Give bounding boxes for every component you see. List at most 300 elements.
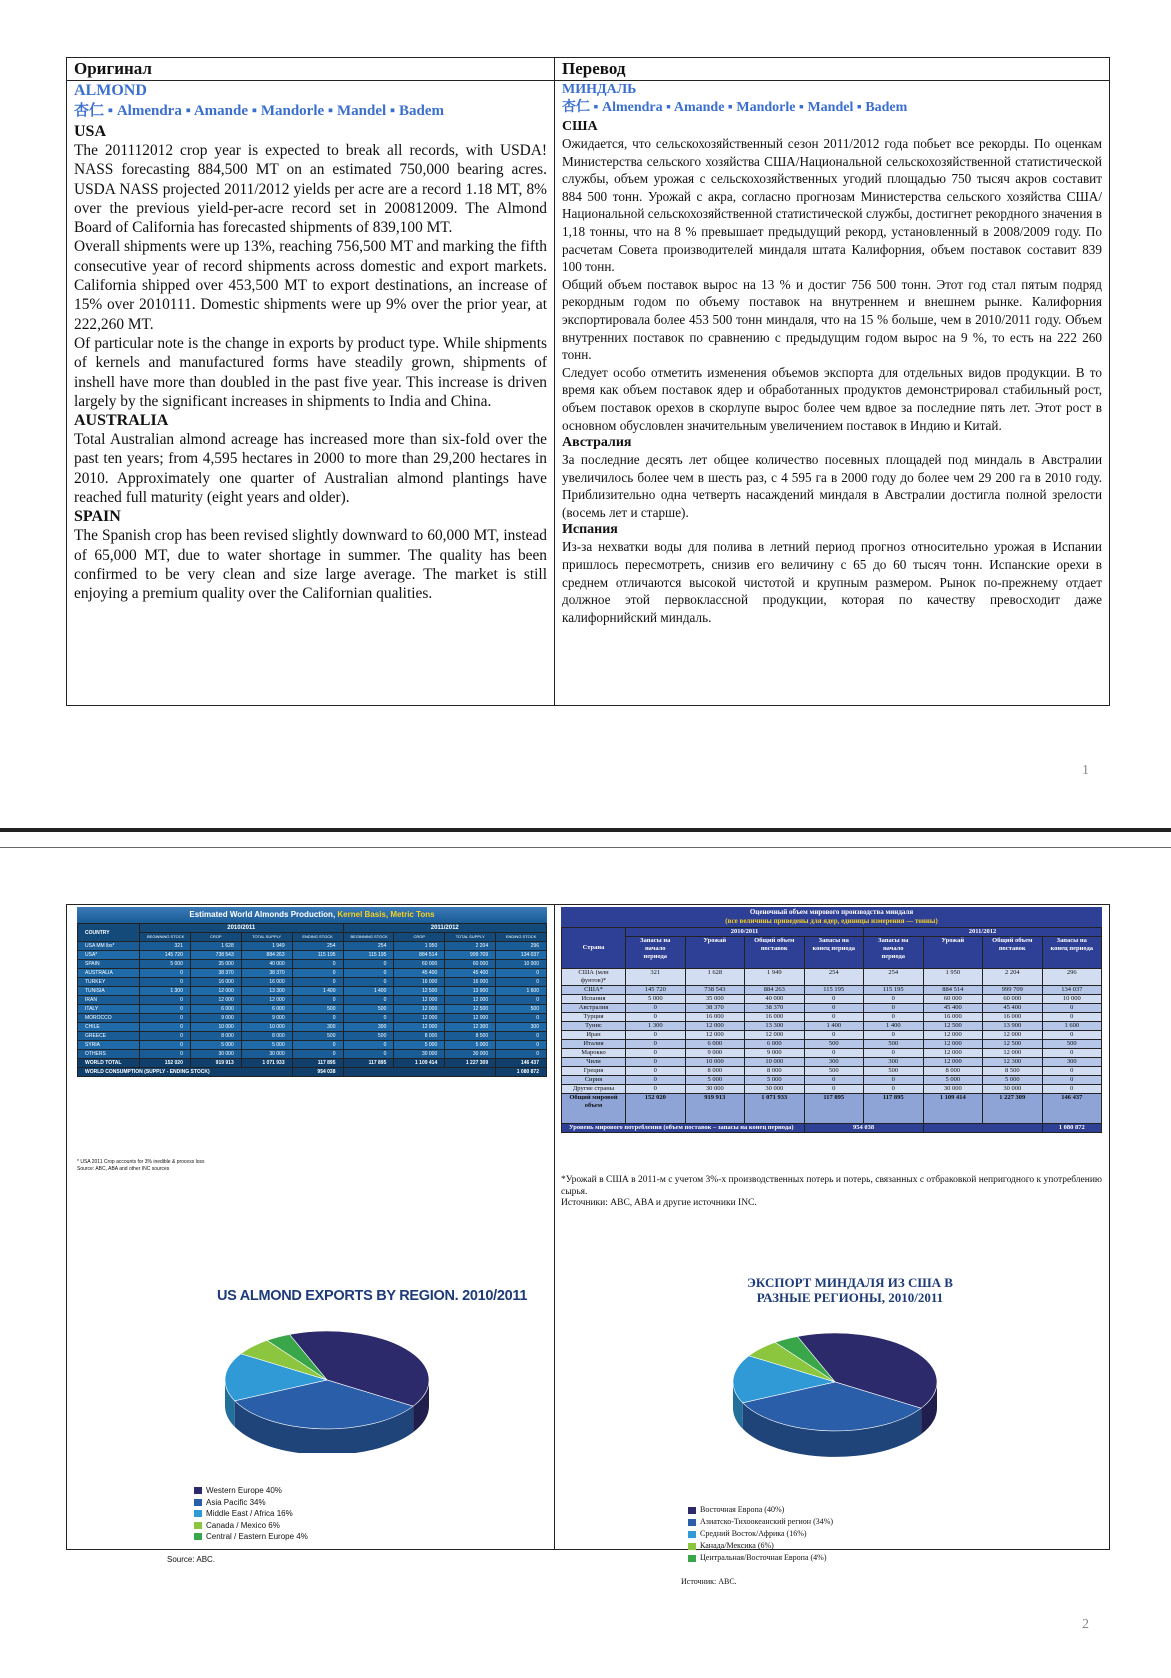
row-value: 152 020	[140, 1059, 191, 1068]
row-value: 0	[140, 1050, 191, 1059]
table-row	[562, 995, 1102, 1004]
en-table-footnotes	[77, 1159, 204, 1173]
row-value: 0	[1042, 1004, 1102, 1013]
translation-figures-cell	[555, 905, 1110, 1586]
row-value: 1 600	[496, 987, 547, 996]
row-country: CHILE	[78, 1023, 140, 1032]
row-value: 1 400	[804, 1022, 864, 1031]
row-value: 40 000	[241, 960, 292, 969]
row-value: 0	[1042, 1085, 1102, 1094]
en-consumption-1: 954 038	[292, 1068, 343, 1077]
legend-swatch	[194, 1522, 202, 1529]
en-australia-heading: AUSTRALIA	[74, 412, 169, 430]
row-value: 115 195	[343, 951, 394, 960]
row-value: 12 000	[394, 1005, 445, 1014]
row-value: 5 000	[140, 960, 191, 969]
row-value: 0	[1042, 1076, 1102, 1085]
table-row	[78, 1005, 547, 1014]
row-value: 16 000	[190, 978, 241, 987]
row-value: 296	[1042, 969, 1102, 986]
row-value: 145 720	[140, 951, 191, 960]
row-value: 9 000	[745, 1049, 805, 1058]
row-value: 0	[1042, 1067, 1102, 1076]
ru-spain-paragraph: Из-за нехватки воды для полива в летний период прогноз относительно урожая в Испании пришлось пересмотреть, снизив его величину с 65 до 60 тысяч тонн. Испанские орехи в среднем отличаются высокой чистотой и крупным размером. Рынок по-прежнему отдает должное этой первоклассной продукции, которая по качеству превосходит даже калифорнийский миндаль.	[562, 539, 1102, 625]
en-year-1: 2010/2011	[140, 924, 344, 933]
row-value: 1 950	[394, 942, 445, 951]
row-value: 0	[343, 978, 394, 987]
row-country: USA MM lbs*	[78, 942, 140, 951]
row-value: 10 000	[1042, 995, 1102, 1004]
row-value: 8 000	[241, 1032, 292, 1041]
row-value: 0	[626, 1013, 686, 1022]
row-value: 0	[140, 996, 191, 1005]
legend-label: Central / Eastern Europe 4%	[206, 1532, 308, 1541]
row-value: 2 204	[445, 942, 496, 951]
en-data-grid	[77, 923, 547, 1077]
row-value: 500	[1042, 1040, 1102, 1049]
row-value: 999 709	[983, 986, 1043, 995]
legend-item	[194, 1520, 308, 1532]
row-value: 0	[496, 969, 547, 978]
row-value: 16 000	[983, 1013, 1043, 1022]
header-original: Оригинал	[67, 58, 555, 81]
legend-item	[194, 1497, 308, 1509]
row-value: 35 000	[190, 960, 241, 969]
ru-year-1: 2010/2011	[626, 928, 864, 937]
row-value: 8 000	[745, 1067, 805, 1076]
row-value: 919 913	[685, 1094, 745, 1124]
table-row	[562, 969, 1102, 986]
ru-consumption-1: 954 038	[804, 1124, 923, 1133]
row-country: Испания	[562, 995, 626, 1004]
row-value: 0	[1042, 1013, 1102, 1022]
row-value: 134 037	[1042, 986, 1102, 995]
ru-usa-paragraph-3: Следует особо отметить изменения объемов экспорта для отдельных видов продукции. В то время как объем поставок ядер и обработанных продуктов демонстрировал стабильный рост, объем поставок орехов в скорлупе вырос более чем вдвое за последние пять лет. Этот рост в основном обусловлен значительным увеличением поставок в Индию и Китай.	[562, 364, 1102, 433]
row-value: 254	[804, 969, 864, 986]
row-value: 1 949	[241, 942, 292, 951]
row-country: OTHERS	[78, 1050, 140, 1059]
row-value: 12 000	[445, 996, 496, 1005]
row-value: 0	[140, 1041, 191, 1050]
row-value: 884 263	[241, 951, 292, 960]
row-value: 500	[343, 1005, 394, 1014]
legend-swatch	[194, 1510, 202, 1517]
row-value: 1 400	[292, 987, 343, 996]
lang-spanish: Almendra	[601, 100, 663, 115]
row-value: 0	[343, 1041, 394, 1050]
row-country: SPAIN	[78, 960, 140, 969]
row-value: 12 000	[190, 996, 241, 1005]
ru-table-footnotes	[561, 1175, 1102, 1210]
translation-text-cell	[555, 81, 1110, 706]
ru-col-header: Урожай	[685, 937, 745, 969]
ru-table-title-2: (все величины приведены для ядер, единицы измерения — тонны)	[725, 917, 938, 925]
row-value: 45 400	[923, 1004, 983, 1013]
table-row	[562, 1076, 1102, 1085]
row-value: 254	[864, 969, 924, 986]
legend-item	[688, 1552, 833, 1564]
ru-title: МИНДАЛЬ	[562, 82, 637, 97]
row-value: 0	[864, 1076, 924, 1085]
row-value: 8 500	[983, 1067, 1043, 1076]
row-value: 6 000	[745, 1040, 805, 1049]
legend-item	[688, 1516, 833, 1528]
row-value: 30 000	[923, 1085, 983, 1094]
legend-item	[194, 1508, 308, 1520]
en-australia-paragraph: Total Australian almond acreage has increased more than six-fold over the past ten years; from 4,595 hectares in 2000 to more than 29,200 hectares in 2010. Approximately one quarter of Australian almond plantings have reached full maturity (eight years and older).	[74, 431, 547, 507]
row-value: 16 000	[923, 1013, 983, 1022]
row-value: 12 500	[394, 987, 445, 996]
row-value: 117 895	[804, 1094, 864, 1124]
en-usa-paragraph-3: Of particular note is the change in exports by product type. While shipments of kernels and manufactured forms have steadily grown, shipments of inshell have more than doubled in the past five year. This increase is driven largely by the significant increases in shipments to India and China.	[74, 334, 547, 410]
row-value: 8 000	[190, 1032, 241, 1041]
legend-item	[688, 1504, 833, 1516]
row-value: 1 109 414	[923, 1094, 983, 1124]
ru-col-header: Общий объем поставок	[745, 937, 805, 969]
table-row	[78, 978, 547, 987]
row-value: 0	[1042, 1031, 1102, 1040]
row-value: 12 500	[445, 1005, 496, 1014]
row-value: 30 000	[241, 1050, 292, 1059]
row-value: 12 500	[923, 1022, 983, 1031]
row-value: 13 900	[445, 987, 496, 996]
ru-footnote-1: *Урожай в США в 2011-м с учетом 3%-х производственных потерь и потерь, связанных с отбраковкой непригодного к употреблению сырья.	[561, 1175, 1103, 1197]
row-value: 30 000	[445, 1050, 496, 1059]
row-value: 0	[140, 978, 191, 987]
legend-label: Средний Восток/Африка (16%)	[700, 1529, 807, 1538]
row-value: 12 000	[983, 1031, 1043, 1040]
row-value: 0	[626, 1040, 686, 1049]
legend-swatch	[688, 1507, 696, 1514]
row-value: 500	[343, 1032, 394, 1041]
row-value: 0	[292, 1050, 343, 1059]
lang-italian: Mandorle	[260, 103, 325, 119]
row-value: 300	[1042, 1058, 1102, 1067]
row-value: 12 000	[394, 1014, 445, 1023]
legend-label: Asia Pacific 34%	[206, 1497, 266, 1507]
ru-australia-paragraph: За последние десять лет общее количество посевных площадей под миндаль в Австралии увеличилось более чем в шесть раз, с 4 595 га в 2000 году до более чем 29 200 га в 2010 году. Приблизительно одна четверть насаждений миндаля в Австралии достигла полной зрелости (восемь лет и старше).	[562, 452, 1102, 520]
table-row	[78, 1041, 547, 1050]
row-value: 0	[626, 1076, 686, 1085]
row-value: 0	[140, 969, 191, 978]
row-value: 0	[1042, 1049, 1102, 1058]
row-value: 500	[864, 1067, 924, 1076]
row-value: 60 000	[983, 995, 1043, 1004]
lang-spanish: Almendra	[116, 103, 182, 119]
row-value: 12 000	[685, 1022, 745, 1031]
row-value: 0	[140, 1005, 191, 1014]
en-col-header: CROP	[394, 933, 445, 942]
row-value: 738 543	[685, 986, 745, 995]
table-row	[562, 1085, 1102, 1094]
row-value: 1 600	[1042, 1022, 1102, 1031]
row-value: 10 000	[685, 1058, 745, 1067]
lang-chinese: 杏仁	[74, 103, 105, 119]
ru-year-2: 2011/2012	[864, 928, 1102, 937]
en-usa-paragraph-1: The 201112012 crop year is expected to break all records, with USDA! NASS forecasting 884,500 MT on an estimated 750,000 bearing acres. USDA NASS projected 2011/2012 yields per acre are a record 1.18 MT, 8% over the previous yield-per-acre record set in 200812009. The Almond Board of California has forecasted shipments of 839,100 MT.	[74, 142, 547, 237]
row-value: 13 900	[983, 1022, 1043, 1031]
row-value: 0	[626, 1085, 686, 1094]
row-country: AUSTRALIA	[78, 969, 140, 978]
table-row	[562, 1031, 1102, 1040]
row-value: 12 300	[983, 1058, 1043, 1067]
table-row	[562, 986, 1102, 995]
table-row	[78, 1014, 547, 1023]
en-spain-paragraph: The Spanish crop has been revised slightly downward to 60,000 MT, instead of 65,000 MT, due to water shortage in summer. The quality has been confirmed to be very clean and size large average. The market is still enjoying a premium quality over the Californian qualities.	[74, 527, 547, 603]
row-value: 884 263	[745, 986, 805, 995]
row-value: 10 000	[190, 1023, 241, 1032]
ru-data-grid	[561, 927, 1102, 1133]
en-consumption-2: 1 080 872	[496, 1068, 547, 1077]
row-value: 12 500	[983, 1040, 1043, 1049]
legend-item	[194, 1485, 308, 1497]
page-2	[0, 848, 1171, 1678]
row-value: 296	[496, 942, 547, 951]
table-row	[78, 1050, 547, 1059]
en-footnote-2: Source: ABC, ABA and other INC sources	[77, 1166, 170, 1172]
row-value: 0	[864, 1085, 924, 1094]
row-value: 1 300	[626, 1022, 686, 1031]
row-value: 0	[496, 1032, 547, 1041]
ru-col-header: Запасы на начало периода	[864, 937, 924, 969]
row-value: 0	[864, 1004, 924, 1013]
row-value: 12 000	[923, 1040, 983, 1049]
row-value: 60 000	[923, 995, 983, 1004]
row-value: 134 037	[496, 951, 547, 960]
row-value: 35 000	[685, 995, 745, 1004]
table-row	[78, 1023, 547, 1032]
legend-label: Канада/Мексика (6%)	[700, 1541, 774, 1550]
row-value: 8 000	[685, 1067, 745, 1076]
row-value: 0	[804, 1085, 864, 1094]
row-value: 254	[292, 942, 343, 951]
row-value: 0	[626, 1049, 686, 1058]
row-value: 0	[626, 1058, 686, 1067]
row-value: 12 000	[923, 1058, 983, 1067]
ru-col-header: Запасы на конец периода	[804, 937, 864, 969]
row-value: 300	[343, 1023, 394, 1032]
en-table-title-a: Estimated World Almonds Production,	[189, 910, 336, 919]
row-country: Марокко	[562, 1049, 626, 1058]
legend-item	[688, 1528, 833, 1540]
lang-turkish: Badem	[399, 103, 444, 119]
ru-chart-legend	[688, 1504, 833, 1564]
row-value: 0	[343, 1014, 394, 1023]
row-value: 40 000	[745, 995, 805, 1004]
row-value: 0	[496, 978, 547, 987]
legend-item	[194, 1531, 308, 1543]
legend-label: Восточная Европа (40%)	[700, 1505, 785, 1514]
en-language-list: 杏仁 ▪ Almendra ▪ Amande ▪ Mandorle ▪ Mandel ▪ Badem	[74, 103, 444, 119]
en-year-2: 2011/2012	[343, 924, 547, 933]
legend-swatch	[194, 1487, 202, 1494]
row-value: 5 000	[685, 1076, 745, 1085]
en-consumption-label: WORLD CONSUMPTION (SUPPLY - ENDING STOCK)	[78, 1068, 293, 1077]
row-value: 884 514	[394, 951, 445, 960]
row-value: 0	[804, 1031, 864, 1040]
row-value: 300	[292, 1023, 343, 1032]
row-value: 45 400	[445, 969, 496, 978]
row-value: 1 628	[685, 969, 745, 986]
row-value: 300	[804, 1058, 864, 1067]
en-col-header: ENDING STOCK	[496, 933, 547, 942]
row-value: 1 109 414	[394, 1059, 445, 1068]
figures-table	[66, 904, 1110, 1586]
ru-australia-heading: Австралия	[562, 435, 632, 451]
ru-footnote-2: Источники: ABC, ABA и другие источники INC.	[561, 1198, 757, 1208]
row-value: 1 071 933	[241, 1059, 292, 1068]
ru-col-header: Запасы на начало периода	[626, 937, 686, 969]
legend-label: Middle East / Africa 16%	[206, 1509, 293, 1518]
row-country: Общий мировой объем	[562, 1094, 626, 1124]
row-value: 5 000	[445, 1041, 496, 1050]
row-country: Турция	[562, 1013, 626, 1022]
row-country: TURKEY	[78, 978, 140, 987]
en-col-header: CROP	[190, 933, 241, 942]
row-country: WORLD TOTAL	[78, 1059, 140, 1068]
row-country: Греция	[562, 1067, 626, 1076]
row-value: 146 437	[1042, 1094, 1102, 1124]
row-value: 0	[804, 1049, 864, 1058]
row-value: 0	[804, 995, 864, 1004]
row-value: 16 000	[685, 1013, 745, 1022]
legend-label: Western Europe 40%	[206, 1486, 282, 1495]
row-value: 12 000	[241, 996, 292, 1005]
row-value: 10 000	[496, 960, 547, 969]
en-spain-heading: SPAIN	[74, 508, 121, 526]
row-value: 1 227 309	[983, 1094, 1043, 1124]
row-value: 884 514	[923, 986, 983, 995]
legend-swatch	[688, 1519, 696, 1526]
row-value: 38 370	[745, 1004, 805, 1013]
row-country: MOROCCO	[78, 1014, 140, 1023]
en-title: ALMOND	[74, 82, 147, 99]
row-value: 0	[496, 1050, 547, 1059]
row-value: 0	[292, 996, 343, 1005]
table-row	[78, 942, 547, 951]
row-value: 999 709	[445, 951, 496, 960]
lang-italian: Mandorle	[736, 100, 796, 115]
row-value: 300	[864, 1058, 924, 1067]
row-country: Тунис	[562, 1022, 626, 1031]
row-value: 5 000	[190, 1041, 241, 1050]
row-value: 16 000	[745, 1013, 805, 1022]
row-value: 117 895	[292, 1059, 343, 1068]
row-value: 115 195	[292, 951, 343, 960]
en-col-header: BEGINNING STOCK	[343, 933, 394, 942]
legend-label: Центральная/Восточная Европа (4%)	[700, 1553, 827, 1562]
ru-chart-title: ЭКСПОРТ МИНДАЛЯ ИЗ США В РАЗНЫЕ РЕГИОНЫ, 2010/2011	[747, 1275, 953, 1305]
row-value: 300	[496, 1023, 547, 1032]
table-row	[78, 969, 547, 978]
legend-label: Азиатско-Тихоокеанский регион (34%)	[700, 1517, 834, 1526]
row-value: 9 000	[685, 1049, 745, 1058]
en-col-header: TOTAL SUPPLY	[241, 933, 292, 942]
row-value: 8 000	[394, 1032, 445, 1041]
en-col-header: BEGINNING STOCK	[140, 933, 191, 942]
row-value: 117 895	[864, 1094, 924, 1124]
legend-swatch	[688, 1555, 696, 1562]
ru-col-header: Запасы на конец периода	[1042, 937, 1102, 969]
row-value: 145 720	[626, 986, 686, 995]
row-value: 6 000	[685, 1040, 745, 1049]
row-value: 0	[864, 1031, 924, 1040]
legend-swatch	[688, 1543, 696, 1550]
row-value: 16 000	[394, 978, 445, 987]
lang-german: Mandel	[337, 103, 387, 119]
row-value: 10 000	[241, 1023, 292, 1032]
ru-production-table	[561, 907, 1102, 1133]
row-value: 0	[343, 996, 394, 1005]
row-value: 10 000	[745, 1058, 805, 1067]
row-value: 500	[804, 1067, 864, 1076]
row-value: 321	[626, 969, 686, 986]
en-chart-legend	[194, 1485, 308, 1543]
row-value: 12 000	[685, 1031, 745, 1040]
row-value: 0	[292, 978, 343, 987]
row-value: 60 000	[445, 960, 496, 969]
row-value: 12 000	[394, 996, 445, 1005]
row-value: 500	[804, 1040, 864, 1049]
row-value: 0	[496, 1014, 547, 1023]
row-value: 1 300	[140, 987, 191, 996]
row-value: 6 000	[241, 1005, 292, 1014]
header-translation: Перевод	[555, 58, 1110, 81]
lang-german: Mandel	[807, 100, 854, 115]
row-value: 0	[804, 1004, 864, 1013]
row-value: 0	[140, 1032, 191, 1041]
row-value: 5 000	[745, 1076, 805, 1085]
row-country: SYRIA	[78, 1041, 140, 1050]
row-value: 30 000	[394, 1050, 445, 1059]
row-value: 0	[140, 1014, 191, 1023]
row-country: Австралия	[562, 1004, 626, 1013]
ru-language-list: 杏仁 ▪ Almendra ▪ Amande ▪ Mandorle ▪ Mandel ▪ Badem	[562, 100, 908, 115]
table-row	[562, 1049, 1102, 1058]
en-table-body	[78, 942, 547, 1068]
lang-french: Amande	[193, 103, 249, 119]
row-value: 0	[292, 1041, 343, 1050]
row-value: 0	[140, 1023, 191, 1032]
en-footnote-1: * USA 2011 Crop accounts for 3% inedible & process loss	[77, 1159, 205, 1165]
ru-col-header: Урожай	[923, 937, 983, 969]
original-figures-cell	[67, 905, 555, 1564]
row-value: 115 195	[864, 986, 924, 995]
row-value: 9 000	[190, 1014, 241, 1023]
en-table-title	[77, 907, 547, 923]
table-row	[562, 1004, 1102, 1013]
row-value: 152 020	[626, 1094, 686, 1124]
row-value: 5 000	[394, 1041, 445, 1050]
en-pie-chart	[217, 1323, 437, 1453]
row-value: 13 300	[241, 987, 292, 996]
table-row	[78, 951, 547, 960]
row-value: 0	[864, 1049, 924, 1058]
table-row	[78, 960, 547, 969]
row-value: 38 370	[190, 969, 241, 978]
row-value: 500	[292, 1032, 343, 1041]
row-country: Италия	[562, 1040, 626, 1049]
table-row	[562, 1022, 1102, 1031]
row-value: 16 000	[241, 978, 292, 987]
row-value: 1 227 309	[445, 1059, 496, 1068]
row-value: 0	[292, 960, 343, 969]
row-value: 1 400	[864, 1022, 924, 1031]
legend-label: Canada / Mexico 6%	[206, 1520, 280, 1530]
row-value: 500	[496, 1005, 547, 1014]
row-value: 0	[864, 995, 924, 1004]
row-country: TUNISIA	[78, 987, 140, 996]
